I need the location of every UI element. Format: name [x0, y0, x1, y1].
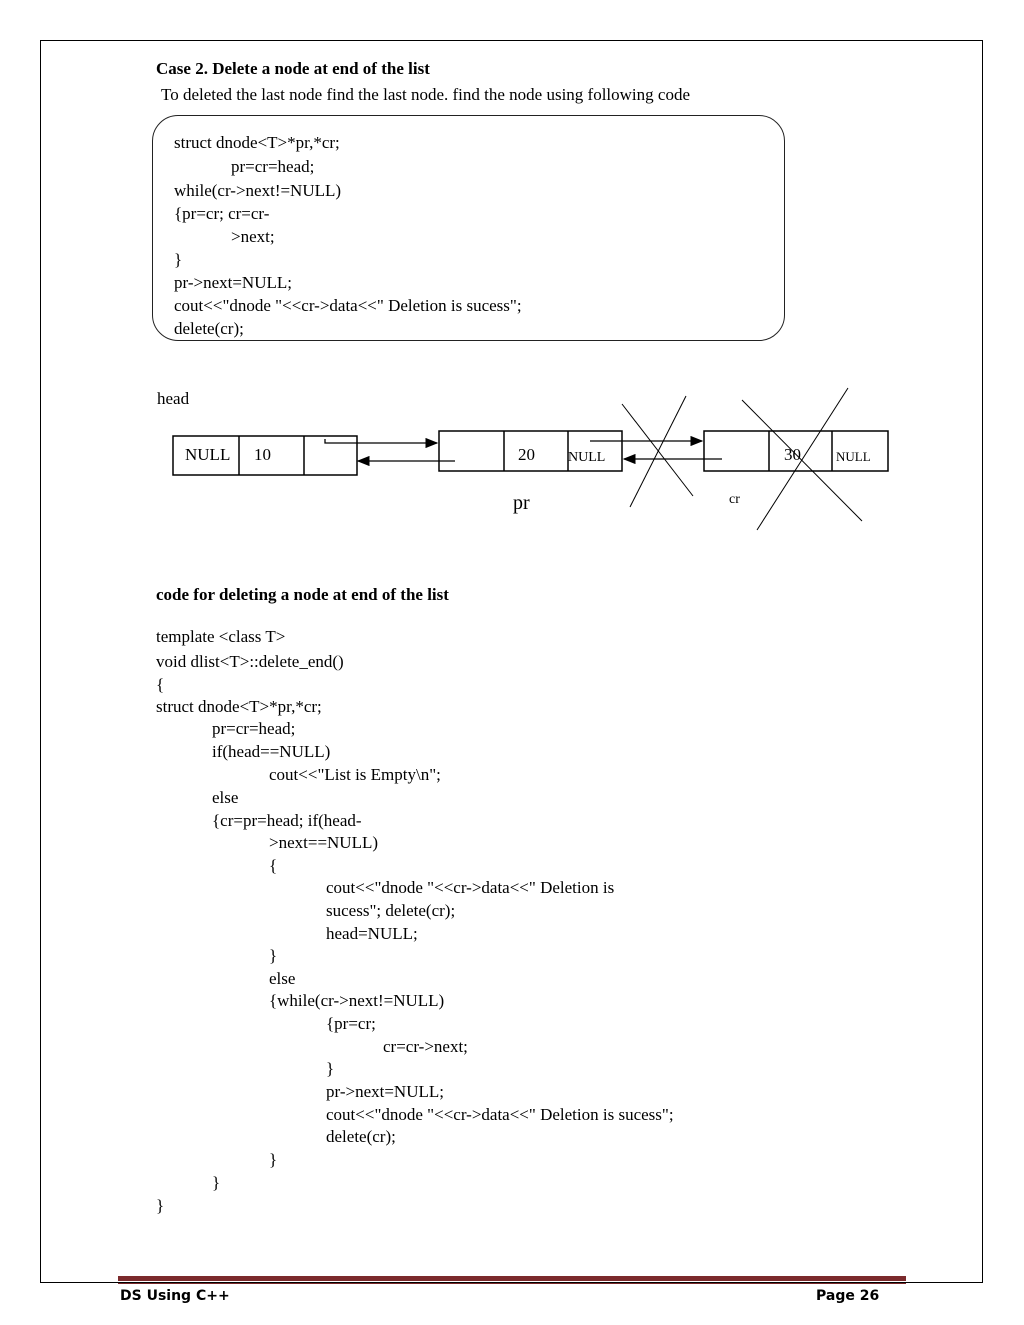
code-line: head=NULL;	[326, 924, 418, 943]
code-line: pr=cr=head;	[212, 719, 296, 738]
code-line: struct dnode<T>*pr,*cr;	[156, 697, 322, 716]
code-line: pr->next=NULL;	[326, 1082, 444, 1101]
node-1	[173, 436, 357, 475]
code-line: {while(cr->next!=NULL)	[269, 991, 445, 1010]
code-line: template <class T>	[156, 627, 286, 646]
snippet-line: }	[174, 250, 183, 269]
node-2-next-value: NULL	[568, 450, 606, 465]
footer-rule	[118, 1276, 906, 1281]
linked-list-diagram	[0, 0, 1024, 560]
code-line: cout<<"dnode "<<cr->data<<" Deletion is sucess";	[326, 1105, 674, 1124]
code-line: sucess"; delete(cr);	[326, 901, 456, 920]
node-1-prev-value: NULL	[185, 445, 231, 464]
code-line: else	[269, 969, 296, 988]
footer-course-title: DS Using C++	[120, 1288, 230, 1304]
code-line: else	[212, 788, 239, 807]
cr-pointer-label: cr	[729, 492, 740, 507]
snippet-line: {pr=cr; cr=cr-	[174, 204, 270, 223]
node-2-data-value: 20	[518, 445, 535, 464]
code-line: {cr=pr=head; if(head-	[212, 811, 362, 830]
pr-pointer-label: pr	[513, 492, 530, 514]
code-line: cout<<"dnode "<<cr->data<<" Deletion is	[326, 878, 615, 897]
snippet-line: pr->next=NULL;	[174, 273, 292, 292]
section-intro: To deleted the last node find the last node. find the node using following code	[161, 85, 690, 104]
node-1-data-value: 10	[254, 445, 271, 464]
snippet-line: pr=cr=head;	[231, 157, 315, 176]
code-line: {	[156, 675, 165, 694]
code-line: {	[269, 856, 278, 875]
node-3-next-value: NULL	[836, 449, 871, 464]
code-line: cout<<"List is Empty\n";	[269, 765, 441, 784]
code-line: >next==NULL)	[269, 833, 379, 852]
snippet-line: delete(cr);	[174, 319, 244, 338]
code-line: }	[156, 1196, 165, 1215]
code-line: cr=cr->next;	[383, 1037, 468, 1056]
code-line: }	[269, 1150, 278, 1169]
section-title: Case 2. Delete a node at end of the list	[156, 59, 430, 78]
code-section-title: code for deleting a node at end of the list	[156, 585, 449, 604]
code-line: }	[212, 1173, 221, 1192]
code-line: }	[326, 1059, 335, 1078]
snippet-line: struct dnode<T>*pr,*cr;	[174, 133, 340, 152]
node-2	[439, 431, 622, 471]
code-line: delete(cr);	[326, 1127, 396, 1146]
node-3	[704, 431, 888, 471]
node-3-data-value: 30	[784, 445, 801, 464]
code-line: }	[269, 946, 278, 965]
deleted-link-cross-mark	[622, 396, 693, 507]
head-label: head	[157, 389, 190, 408]
footer-page-number: Page 26	[816, 1288, 880, 1304]
snippet-line: >next;	[231, 227, 275, 246]
next-link-arrow	[325, 439, 437, 443]
footer-rule-thin	[118, 1283, 906, 1284]
code-line: void dlist<T>::delete_end()	[156, 652, 344, 671]
snippet-line: cout<<"dnode "<<cr->data<<" Deletion is sucess";	[174, 296, 522, 315]
code-line: {pr=cr;	[326, 1014, 376, 1033]
code-line: if(head==NULL)	[212, 742, 331, 761]
snippet-line: while(cr->next!=NULL)	[174, 181, 342, 200]
